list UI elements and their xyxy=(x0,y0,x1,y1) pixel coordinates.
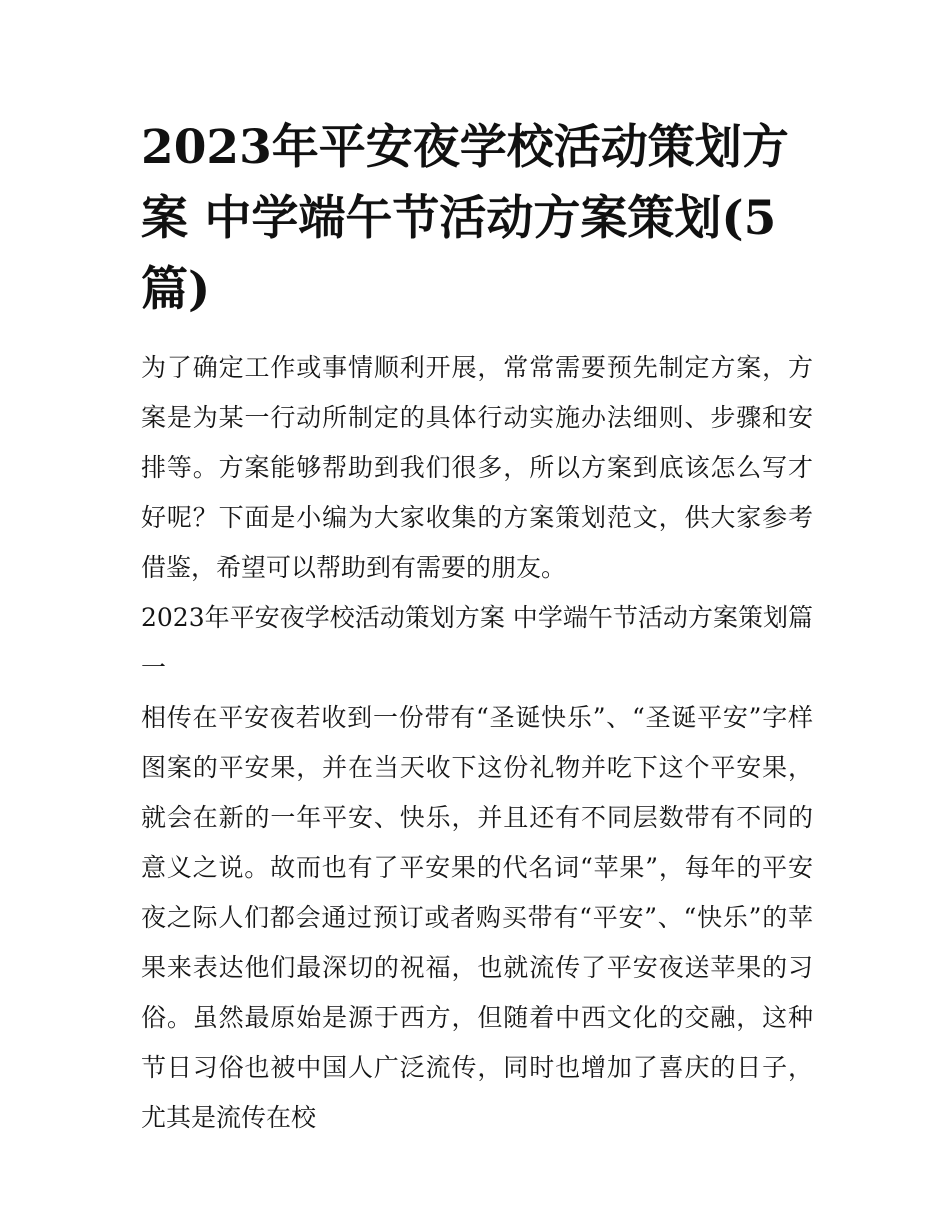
body-paragraph: 相传在平安夜若收到一份带有“圣诞快乐”、“圣诞平安”字样图案的平安果，并在当天收下这份礼物并吃下这个平安果，就会在新的一年平安、快乐，并且还有不同层数带有不同的意义之说。故而也有了平安果的代名词“苹果”，每年的平安夜之际人们都会通过预订或者购买带有“平安”、“快乐”的苹果来表达他们最深切的祝福，也就流传了平安夜送苹果的习俗。虽然最原始是源于西方，但随着中西文化的交融，这种节日习俗也被中国人广泛流传，同时也增加了喜庆的日子，尤其是流传在校 xyxy=(141,703,813,1132)
intro-paragraph: 为了确定工作或事情顺利开展，常常需要预先制定方案，方案是为某一行动所制定的具体行动实施办法细则、步骤和安排等。方案能够帮助到我们很多，所以方案到底该怎么写才好呢？下面是小编为大家收集的方案策划范文，供大家参考借鉴，希望可以帮助到有需要的朋友。 xyxy=(141,353,813,582)
section-heading: 2023年平安夜学校活动策划方案 中学端午节活动方案策划篇一 xyxy=(141,603,813,682)
document-content xyxy=(141,112,813,1143)
document-title: 2023年平安夜学校活动策划方案 中学端午节活动方案策划(5篇) xyxy=(141,120,789,317)
